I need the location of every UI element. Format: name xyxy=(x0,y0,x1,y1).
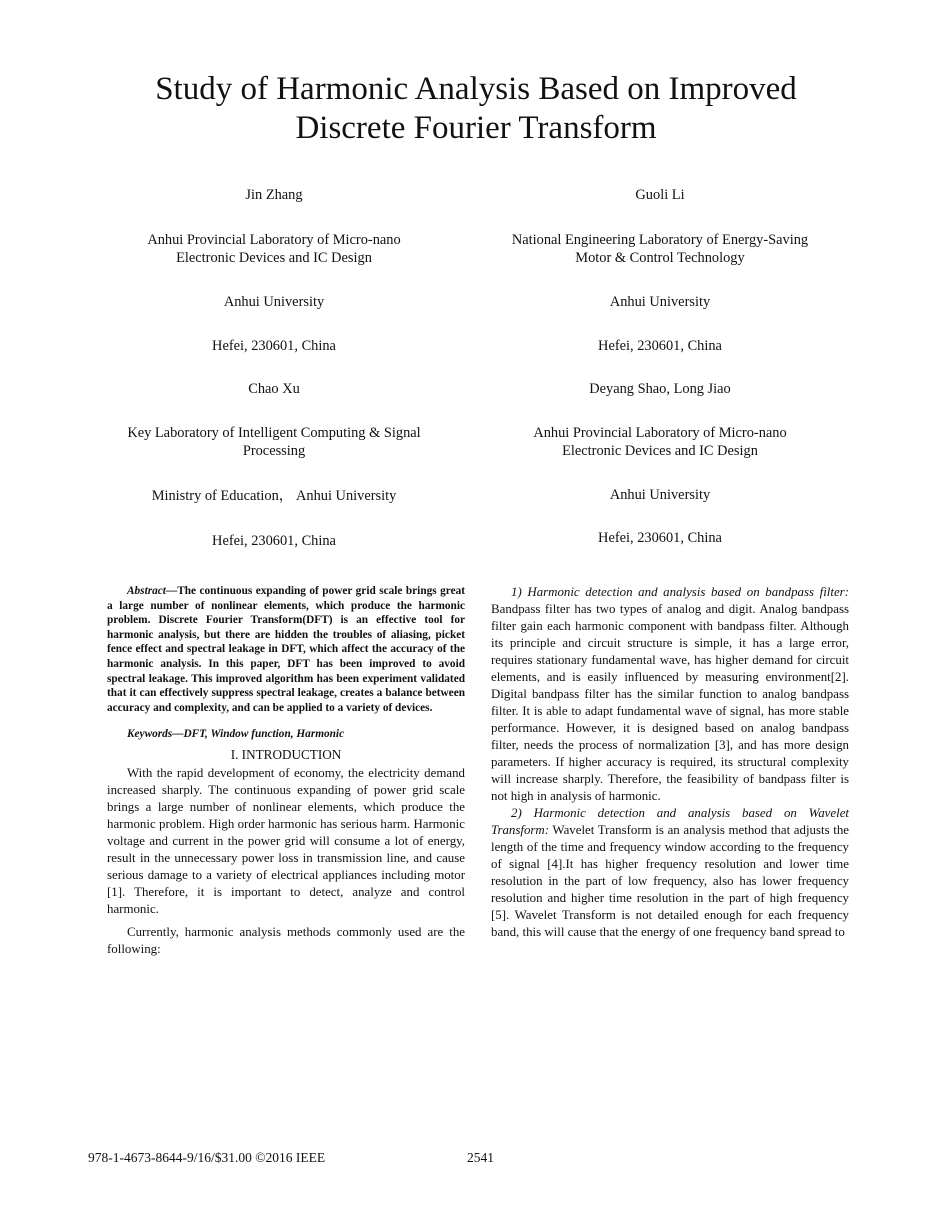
affiliation-line: Motor & Control Technology xyxy=(575,250,745,266)
title-line-2: Discrete Fourier Transform xyxy=(295,110,657,146)
page-number: 2541 xyxy=(467,1150,494,1165)
author-name: Deyang Shao, Long Jiao xyxy=(589,381,731,397)
title-line-1: Study of Harmonic Analysis Based on Improved xyxy=(155,71,797,107)
author-university: Anhui University xyxy=(223,294,325,310)
abstract-text: —The continuous expanding of power grid scale brings great a large number of nonlinear elements, which produce the harmonic problem. Discrete Fourier Transform(DFT) is an effective tool for harmonic analysis, but there are hidden the troubles of aliasing, picket fence effect and spectral leakage in DFT, which affect the accuracy of the harmonic analysis. In this paper, DFT has been improved to avoid spectral leakage. This improved algorithm has been experiment validated that it can effectively suppress spectral leakage, creates a balance between accuracy and complexity, and can be applied to a variety of devices. xyxy=(107,585,465,714)
author-affiliation xyxy=(84,424,464,460)
abstract xyxy=(107,584,465,715)
author-affiliation xyxy=(84,231,464,267)
author-university: Ministry of Education， Anhui University xyxy=(151,488,397,504)
author-city: Hefei, 230601, China xyxy=(598,530,722,546)
author-name: Jin Zhang xyxy=(245,187,303,203)
method-bandpass-text: Bandpass filter has two types of analog and digit. Analog bandpass filter gain each harmonic component with bandpass filter. Although its principle and circuit structure is simple, it has a large error, requires stationary fundamental wave, has higher demand for circuit elements, and is easily influenced by measuring environment[2]. Digital bandpass filter has the similar function to analog bandpass filter. It is able to adapt fundamental wave of signal, has more stable performance. However, it is designed based on analog bandpass filter, needs the process of normalization [3], and has more design parameters. If higher accuracy is required, its structural complexity will increase sharply. Therefore, the feasibility of bandpass filter is not high in analysis of harmonic. xyxy=(491,602,849,803)
footer-isbn: 978-1-4673-8644-9/16/$31.00 ©2016 IEEE xyxy=(88,1150,326,1165)
keywords: Keywords—DFT, Window function, Harmonic xyxy=(127,728,345,741)
intro-paragraph: Currently, harmonic analysis methods commonly used are the following: xyxy=(107,925,465,957)
author-city: Hefei, 230601, China xyxy=(598,338,722,354)
method-bandpass-paragraph xyxy=(491,584,849,805)
affiliation-line: Electronic Devices and IC Design xyxy=(176,250,372,266)
author-university: Anhui University xyxy=(609,294,711,310)
author-name: Guoli Li xyxy=(635,187,685,203)
intro-paragraph: With the rapid development of economy, the electricity demand increased sharply. The continuous expanding of power grid scale brings a large number of nonlinear elements, which produce the harmonic problem. High order harmonic has serious harm. Harmonic voltage and current in the power grid will consume a lot of energy, result in the unnecessary power loss in transmission line, and cause serious damage to a variety of electrical appliances including motor [1]. Therefore, it is important to detect, analyze and control harmonic. xyxy=(107,766,465,917)
method-wavelet-text: Wavelet Transform is an analysis method that adjusts the length of the time and frequency window according to the frequency of signal [4].It has higher frequency resolution and lower time resolution in the part of low frequency, also has lower frequency resolution and higher time resolution in the part of high frequency [5]. Wavelet Transform is not detailed enough for each frequency band, this will cause that the energy of one frequency band spread to xyxy=(491,823,849,939)
section-heading-introduction: I. INTRODUCTION xyxy=(230,747,342,763)
abstract-label: Abstract xyxy=(127,585,166,597)
left-column xyxy=(107,584,465,958)
author-affiliation xyxy=(470,424,850,460)
affiliation-line: Anhui Provincial Laboratory of Micro-nano xyxy=(147,232,401,248)
affiliation-line: National Engineering Laboratory of Energy-Saving xyxy=(511,232,809,248)
right-column xyxy=(491,584,849,941)
author-city: Hefei, 230601, China xyxy=(212,533,336,549)
affiliation-line: Electronic Devices and IC Design xyxy=(562,443,758,459)
author-affiliation xyxy=(470,231,850,267)
method-wavelet-paragraph xyxy=(491,805,849,941)
affiliation-line: Processing xyxy=(242,443,306,459)
affiliation-line: Key Laboratory of Intelligent Computing & Signal xyxy=(127,425,421,441)
author-city: Hefei, 230601, China xyxy=(212,338,336,354)
author-name: Chao Xu xyxy=(248,381,300,397)
method-wavelet-title: 2) Harmonic detection and analysis based on Wavelet Transform: xyxy=(491,806,849,837)
method-bandpass-title: 1) Harmonic detection and analysis based on bandpass filter: xyxy=(511,585,849,599)
paper-title xyxy=(0,70,952,148)
affiliation-line: Anhui Provincial Laboratory of Micro-nano xyxy=(533,425,787,441)
author-university: Anhui University xyxy=(609,487,711,503)
